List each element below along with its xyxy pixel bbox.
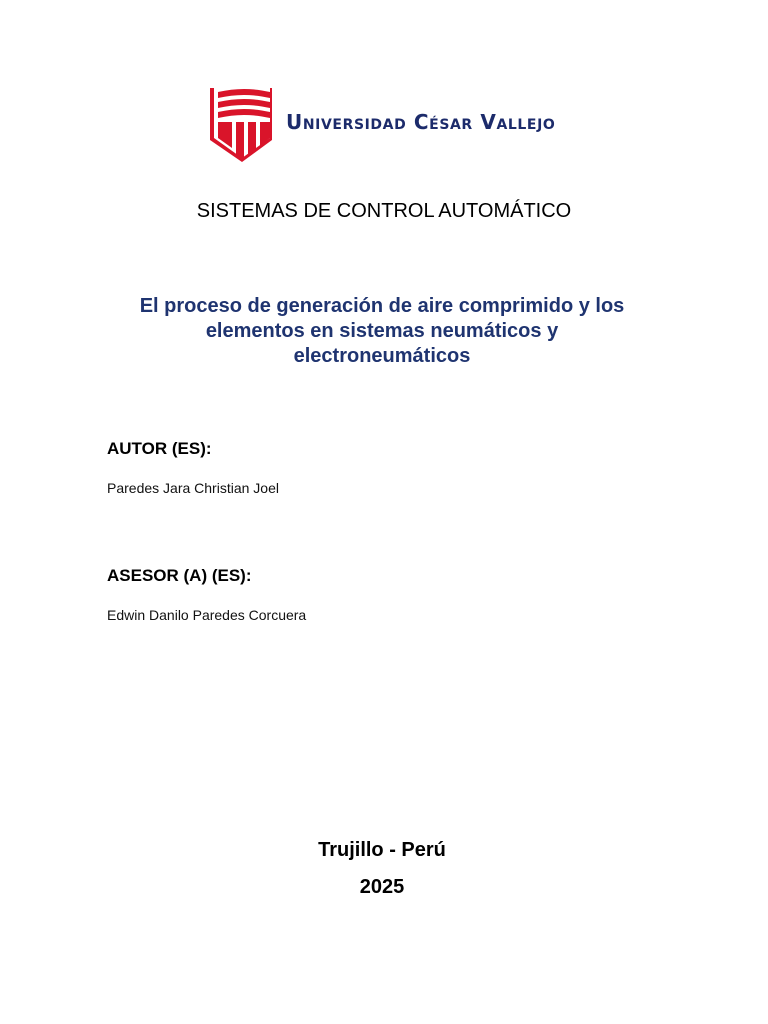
university-shield-icon [208, 86, 274, 164]
advisor-name: Edwin Danilo Paredes Corcuera [107, 607, 307, 623]
title-line: elementos en sistemas neumáticos y [205, 320, 559, 342]
author-label: AUTOR (ES): [107, 439, 212, 458]
title-line: El proceso de generación de aire comprimido y los [139, 295, 625, 317]
document-title [84, 294, 680, 369]
author-name: Paredes Jara Christian Joel [107, 480, 279, 496]
university-name: Universidad César Vallejo [286, 110, 556, 134]
course-title: SISTEMAS DE CONTROL AUTOMÁTICO [196, 200, 572, 222]
year-label: 2025 [359, 876, 405, 898]
city-label: Trujillo - Perú [318, 839, 446, 861]
university-logo [208, 86, 568, 164]
advisor-label: ASESOR (A) (ES): [107, 566, 252, 585]
title-line: electroneumáticos [293, 345, 471, 367]
